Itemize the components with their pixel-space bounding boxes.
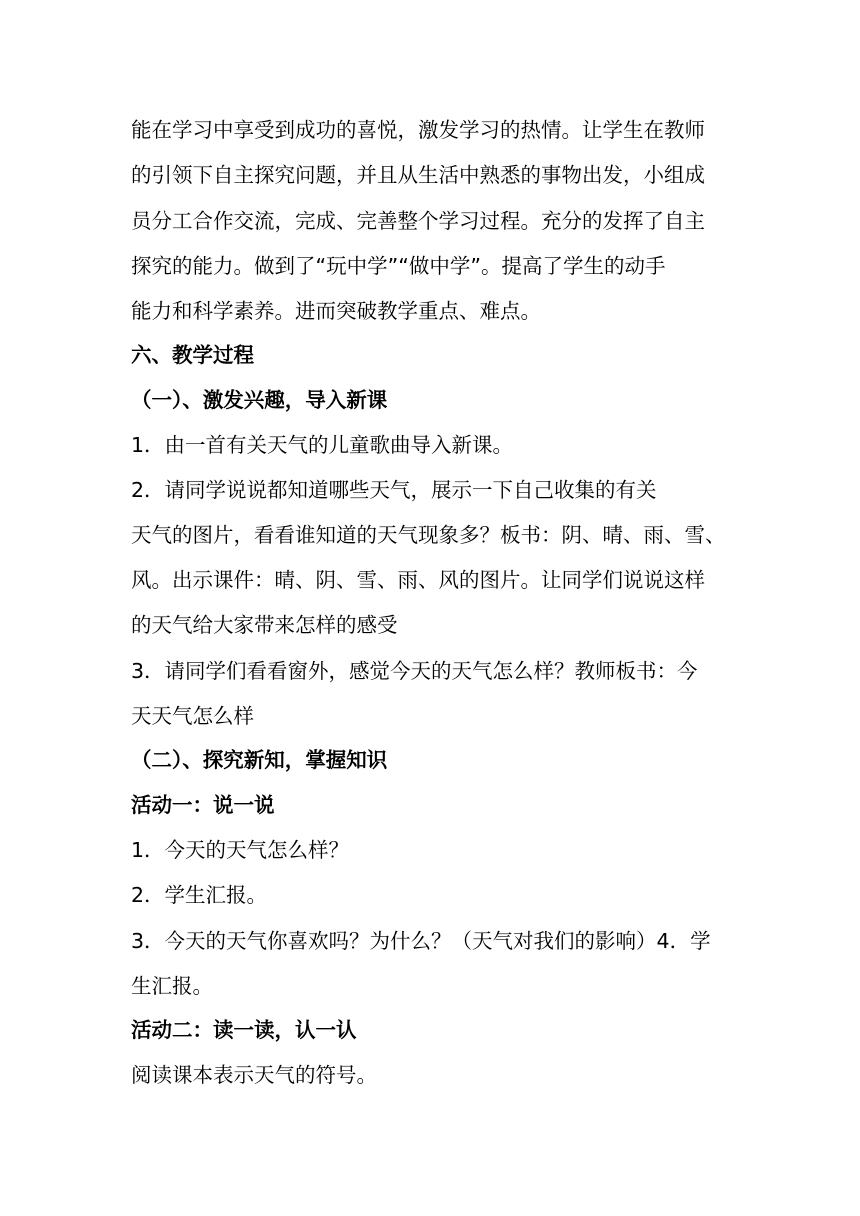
item-1: 1．由一首有关天气的儿童歌曲导入新课。 (131, 433, 514, 457)
activity1-item-4: 生汇报。 (131, 974, 213, 998)
activity1-item-3: 3．今天的天气你喜欢吗？为什么？（天气对我们的影响）4．学 (131, 929, 711, 953)
item-3-line-2: 天天气怎么样 (131, 704, 254, 728)
item-3-line-1: 3．请同学们看看窗外，感觉今天的天气怎么样？教师板书：今 (131, 659, 698, 683)
part1-title: （一）、激发兴趣，导入新课 (131, 388, 388, 412)
activity2-text: 阅读课本表示天气的符号。 (131, 1063, 377, 1087)
activity1-title: 活动一：说一说 (131, 793, 275, 817)
item-2-line-3: 风。出示课件：晴、阴、雪、雨、风的图片。让同学们说说这样 (131, 568, 705, 592)
activity1-item-2: 2．学生汇报。 (131, 883, 268, 907)
intro-line-2: 的引领下自主探究问题，并且从生活中熟悉的事物出发，小组成 (131, 163, 705, 187)
activity2-title: 活动二：读一读，认一认 (131, 1018, 357, 1042)
item-2-line-2: 天气的图片，看看谁知道的天气现象多？板书：阴、晴、雨、雪、 (131, 523, 726, 547)
activity1-item-1: 1．今天的天气怎么样？ (131, 838, 350, 862)
intro-line-1: 能在学习中享受到成功的喜悦，激发学习的热情。让学生在教师 (131, 118, 705, 142)
intro-line-4: 探究的能力。做到了“玩中学”“做中学”。提高了学生的动手 (131, 254, 666, 278)
intro-line-5: 能力和科学素养。进而突破教学重点、难点。 (131, 299, 541, 323)
part2-title: （二）、探究新知，掌握知识 (131, 748, 388, 772)
intro-line-3: 员分工合作交流，完成、完善整个学习过程。充分的发挥了自主 (131, 209, 705, 233)
section-title: 六、教学过程 (131, 343, 254, 367)
item-2-line-1: 2．请同学说说都知道哪些天气，展示一下自己收集的有关 (131, 478, 657, 502)
item-2-line-4: 的天气给大家带来怎样的感受 (131, 613, 398, 637)
